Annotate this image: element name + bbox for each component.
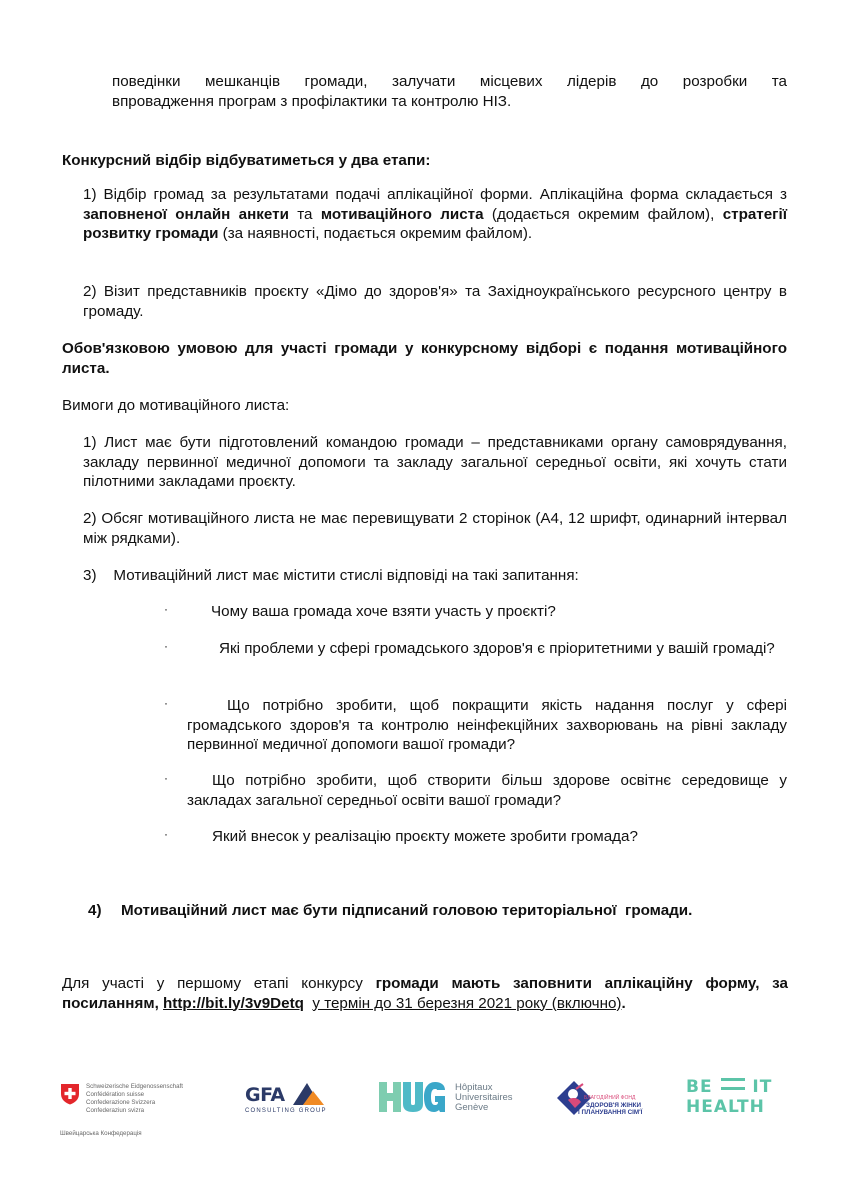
womens-health-foundation-logo (556, 1078, 666, 1122)
question-text: Який внесок у реалізацію проєкту можете зробити громада? (212, 828, 638, 845)
stage-1-text: 1) Відбір громад за результатами подачі аплікаційної форми. Аплікаційна форма складається з (83, 186, 787, 203)
stage-1-motivation-letter: мотиваційного листа (320, 205, 484, 223)
deadline-text: у термін до 31 березня 2021 року (включно) (312, 994, 622, 1012)
swiss-name-rm: Confederaziun svizra (86, 1107, 145, 1114)
final-bold-text: громади мають заповнити аплікаційну форму, за посиланням, (62, 975, 788, 1012)
swiss-name-it: Confederazione Svizzera (86, 1099, 156, 1106)
question-text: Що потрібно зробити, щоб створити більш здорове освітнє середовище у закладах загальної середньої освіти вашої громади? (187, 772, 787, 809)
final-text: Для участі у першому етапі конкурсу (62, 975, 376, 992)
hug-logo (379, 1080, 529, 1116)
swiss-name-fr: Confédération suisse (86, 1091, 145, 1098)
bullet-icon: · (164, 639, 168, 653)
intro-continuation (112, 72, 787, 111)
beit-health: HEALTH (686, 1097, 765, 1117)
gfa-mountain-icon (291, 1082, 325, 1106)
hug-line-3: Genève (455, 1102, 489, 1113)
requirement-3: 3) Мотиваційний лист має містити стислі відповіді на такі запитання: (83, 567, 579, 584)
question-text: Які проблеми у сфері громадського здоров'я є пріоритетними у вашій громаді? (219, 640, 775, 657)
foundation-type: БЛАГОДІЙНИЙ ФОНД (584, 1095, 636, 1101)
beit-be: BE (686, 1077, 713, 1097)
stage-2-paragraph: 2) Візит представників проєкту «Дімо до здоров'я» та Західноукраїнського ресурсного центру в громаду. (83, 283, 787, 320)
gfa-consulting-logo (245, 1080, 335, 1120)
swiss-confederation-logo (60, 1080, 210, 1140)
requirement-2: 2) Обсяг мотиваційного листа не має перевищувати 2 сторінок (А4, 12 шрифт, одинарний інтервал між рядками). (83, 510, 787, 547)
hug-letters-icon (379, 1082, 449, 1114)
foundation-name-line-1: ЗДОРОВ'Я ЖІНКИ (586, 1102, 642, 1109)
application-form-link[interactable]: http://bit.ly/3v9Detq (163, 994, 304, 1012)
requirement-4-number: 4) (88, 902, 102, 919)
beit-it: IT (752, 1077, 773, 1097)
requirement-1: 1) Лист має бути підготовлений командою громади – представниками органу самоврядування, закладу первинної медичної допомоги та закладу загальної середньої освіти, які хочуть стати пілотними закладами проєкту. (83, 434, 787, 490)
stage-1-text: (за наявності, подається окремим файлом). (218, 225, 533, 242)
swiss-shield-icon (60, 1083, 80, 1105)
bullet-icon: · (164, 771, 168, 785)
question-text: Чому ваша громада хоче взяти участь у проєкті? (211, 603, 556, 620)
swiss-name-uk: Швейцарська Конфедерація (60, 1130, 142, 1137)
final-paragraph (62, 974, 788, 1013)
swiss-name-de: Schweizerische Eidgenossenschaft (86, 1083, 183, 1090)
hug-line-2: Universitaires (455, 1092, 513, 1103)
bullet-icon: · (164, 602, 168, 616)
gfa-subtitle: CONSULTING GROUP (245, 1108, 327, 1114)
requirement-4-text: Мотиваційний лист має бути підписаний головою територіальної громади. (121, 902, 693, 919)
requirements-heading: Вимоги до мотиваційного листа: (62, 397, 290, 414)
foundation-name-line-2: І ПЛАНУВАННЯ СІМ'Ї (578, 1109, 643, 1116)
mandatory-condition: Обов'язковою умовою для участі громади у конкурсному відборі є подання мотиваційного листа. (62, 340, 787, 377)
stage-1-text: (додається окремим файлом), (483, 205, 723, 223)
question-text: Що потрібно зробити, щоб покращити якість надання послуг у сфері громадського здоров'я та контролю неінфекційних захворювань на рівні закладу первинної медичної допомоги вашої громади? (187, 697, 787, 753)
stage-1-text: та (288, 205, 321, 223)
final-period: . (621, 994, 626, 1012)
equals-bar-icon (721, 1078, 745, 1090)
bullet-icon: · (164, 696, 168, 710)
be-it-health-logo (686, 1077, 776, 1119)
intro-line-2: впровадження програм з профілактики та контролю НІЗ. (112, 92, 512, 110)
intro-line-1: поведінки мешканців громади, залучати місцевих лідерів до розробки та (112, 73, 787, 90)
gfa-wordmark: GFA (245, 1084, 285, 1106)
hug-line-1: Hôpitaux (455, 1082, 493, 1093)
bullet-icon: · (164, 827, 168, 841)
stage-1-online-form: заповненої онлайн анкети (83, 205, 289, 223)
stages-heading: Конкурсний відбір відбуватиметься у два етапи: (62, 152, 431, 169)
stage-1-paragraph (83, 185, 787, 244)
stage-1-strategy: стратегії розвитку громади (83, 205, 787, 242)
